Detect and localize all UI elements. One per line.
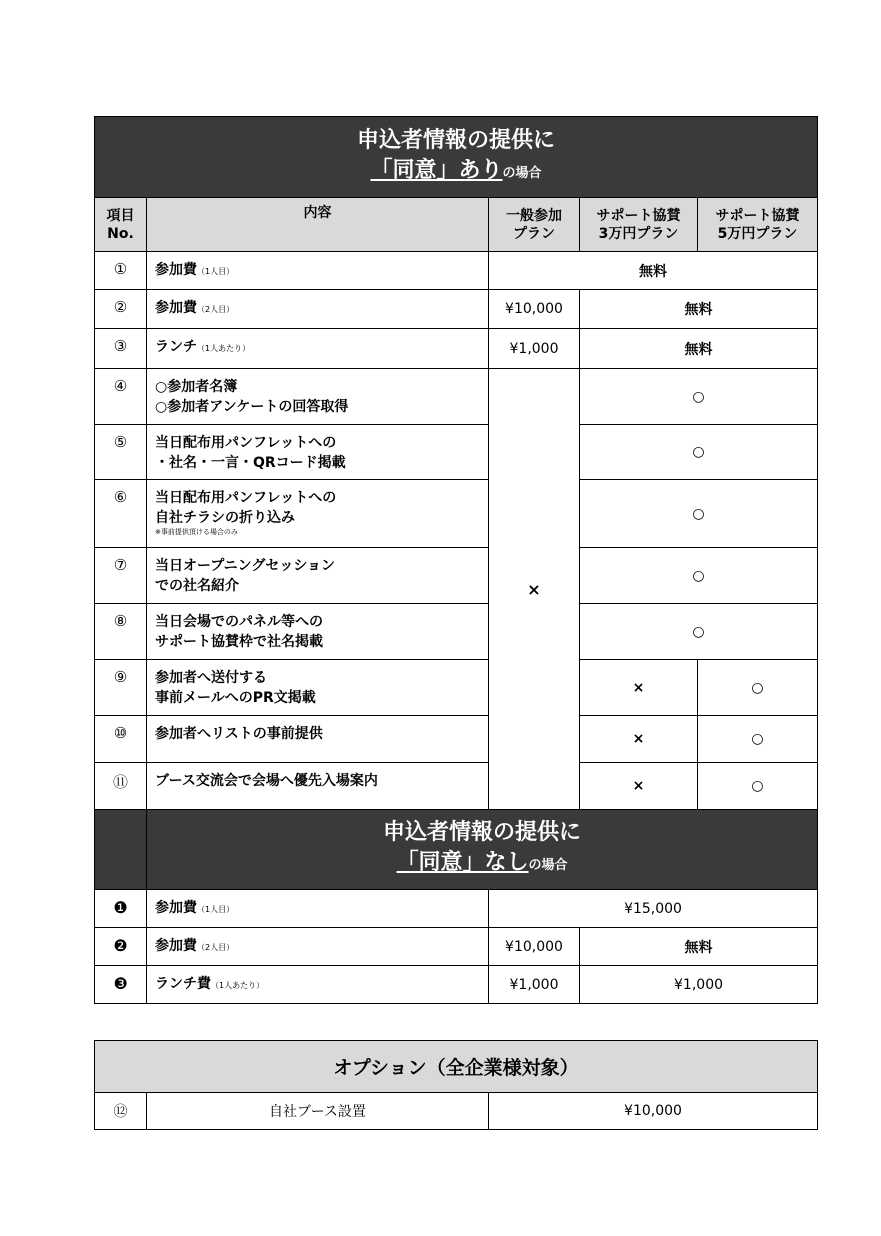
row-number: ④	[95, 369, 147, 425]
row-line1: 参加者へリストの事前提供	[155, 726, 323, 742]
row-number: ❶	[95, 890, 147, 928]
row-line1: 当日会場でのパネル等への	[155, 614, 323, 630]
row-number: ⑪	[95, 763, 147, 810]
row-value-support5: ○	[698, 763, 818, 810]
row-value-support5: ○	[698, 660, 818, 716]
row-value-general: ¥10,000	[489, 290, 580, 329]
row-value-support3: ×	[580, 763, 698, 810]
row-content	[147, 716, 489, 763]
row-sub: （1人あたり）	[211, 981, 265, 990]
row-number: ⑦	[95, 548, 147, 604]
table-row	[95, 425, 818, 480]
row-content	[147, 548, 489, 604]
row-line2: ○参加者アンケートの回答取得	[155, 399, 349, 415]
table-row	[95, 480, 818, 548]
row-sub: （1人目）	[197, 905, 235, 914]
row-value-all: ¥15,000	[489, 890, 818, 928]
row-label: 参加費	[155, 300, 197, 316]
row-line2: での社名紹介	[155, 578, 239, 594]
agreement-table	[94, 116, 818, 1004]
agree-title-big: 「同意」あり	[370, 157, 503, 183]
header-support3: サポート協賛 3万円プラン	[580, 198, 698, 252]
row-content	[147, 290, 489, 329]
agree-title-line1: 申込者情報の提供に	[357, 127, 556, 153]
table-row	[95, 1093, 818, 1130]
header-no: 項目 No.	[95, 198, 147, 252]
table-row	[95, 716, 818, 763]
row-value-all: 無料	[489, 252, 818, 290]
row-line1: 当日配布用パンフレットへの	[155, 490, 337, 506]
row-value-support5: ○	[698, 716, 818, 763]
table-row	[95, 252, 818, 290]
row-number: ⑩	[95, 716, 147, 763]
row-line2: 事前メールへのPR文掲載	[155, 690, 316, 706]
row-content	[147, 928, 489, 966]
option-number: ⑫	[95, 1093, 147, 1130]
row-sub: （2人目）	[197, 943, 235, 952]
row-number: ⑨	[95, 660, 147, 716]
table-row	[95, 890, 818, 928]
row-number: ②	[95, 290, 147, 329]
row-label: ランチ	[155, 339, 197, 355]
row-label: ランチ費	[155, 976, 211, 992]
row-number: ❸	[95, 966, 147, 1004]
option-price: ¥10,000	[489, 1093, 818, 1130]
agree-title-small: の場合	[502, 165, 542, 181]
row-value-support: ○	[580, 480, 818, 548]
row-content	[147, 966, 489, 1004]
row-line2: 自社チラシの折り込み	[155, 510, 295, 526]
row-label: 参加費	[155, 900, 197, 916]
table-row	[95, 548, 818, 604]
row-value-support: ○	[580, 369, 818, 425]
agree-banner	[95, 117, 818, 198]
row-line1: 参加者へ送付する	[155, 670, 267, 686]
row-content	[147, 252, 489, 290]
disagree-title-line1: 申込者情報の提供に	[383, 820, 582, 845]
table-row	[95, 928, 818, 966]
row-value-general: ¥1,000	[489, 329, 580, 369]
row-sub: （2人目）	[197, 305, 235, 314]
table-row	[95, 660, 818, 716]
row-line2: サポート協賛枠で社名掲載	[155, 634, 323, 650]
option-label: 自社ブース設置	[147, 1093, 489, 1130]
row-value-support: 無料	[580, 329, 818, 369]
row-value-support: 無料	[580, 928, 818, 966]
header-content: 内容	[147, 198, 489, 252]
table-row	[95, 369, 818, 425]
row-line1: 当日配布用パンフレットへの	[155, 435, 337, 451]
row-content	[147, 660, 489, 716]
row-content	[147, 329, 489, 369]
option-table	[94, 1040, 818, 1130]
table-row	[95, 604, 818, 660]
row-label: 参加費	[155, 262, 197, 278]
row-content	[147, 480, 489, 548]
row-number: ⑥	[95, 480, 147, 548]
row-value-support: 無料	[580, 290, 818, 329]
disagree-title-big: 「同意」なし	[396, 850, 529, 875]
row-label: 参加費	[155, 938, 197, 954]
row-value-support: ○	[580, 604, 818, 660]
row-content	[147, 763, 489, 810]
row-line1: ○参加者名簿	[155, 379, 238, 395]
row-sub: （1人目）	[197, 267, 235, 276]
row-line1: ブース交流会で会場へ優先入場案内	[155, 773, 378, 789]
row-number: ⑧	[95, 604, 147, 660]
header-support5: サポート協賛 5万円プラン	[698, 198, 818, 252]
disagree-banner-left	[95, 810, 147, 890]
row-content	[147, 369, 489, 425]
row-content	[147, 604, 489, 660]
row-content	[147, 425, 489, 480]
disagree-banner	[147, 810, 818, 890]
table-row	[95, 966, 818, 1004]
row-line2: ・社名・一言・QRコード掲載	[155, 455, 346, 471]
table-row	[95, 290, 818, 329]
row-value-support3: ×	[580, 716, 698, 763]
general-cross-merged: ×	[489, 369, 580, 810]
row-value-general: ¥1,000	[489, 966, 580, 1004]
table-row	[95, 329, 818, 369]
row-number: ①	[95, 252, 147, 290]
row-content	[147, 890, 489, 928]
disagree-title-small: の場合	[528, 858, 568, 873]
row-value-support3: ×	[580, 660, 698, 716]
row-number: ❷	[95, 928, 147, 966]
row-sub: （1人あたり）	[197, 344, 251, 353]
row-value-support: ○	[580, 425, 818, 480]
row-value-general: ¥10,000	[489, 928, 580, 966]
header-general: 一般参加 プラン	[489, 198, 580, 252]
row-value-support: ¥1,000	[580, 966, 818, 1004]
row-number: ⑤	[95, 425, 147, 480]
table-row	[95, 763, 818, 810]
row-note: ※事前提供頂ける場合のみ	[155, 528, 238, 536]
row-value-support: ○	[580, 548, 818, 604]
option-title: オプション（全企業様対象）	[95, 1041, 818, 1093]
row-number: ③	[95, 329, 147, 369]
row-line1: 当日オープニングセッション	[155, 558, 336, 574]
